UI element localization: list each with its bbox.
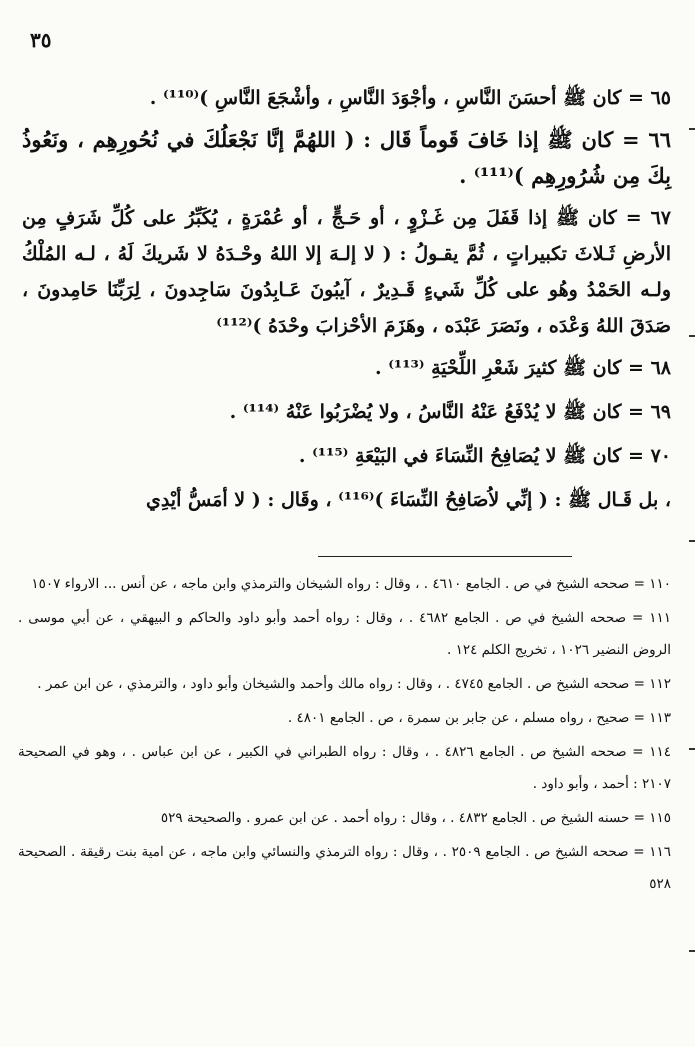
hadith-item-67: ٦٧ = كان ﷺ إذا قَفَلَ مِن غَـزْوٍ ، أو حَـجٍّ ، أو عُمْرَةٍ ، يُكَبِّرُ على كُلِّ شَرَفٍ مِن الأرضِ ثَـلاثَ تكبيراتٍ ، ثُمَّ يقـولُ : ( لا إلـهَ إلا اللهُ وحْـدَهُ لا شَريكَ لَهُ ، لـه المُلْكُ ولـه الحَمْدُ وهُو على كُلِّ شَيءٍ قَـدِيرٌ ، آيبُونَ عَـابِدُونَ سَاجِدونَ ، لِرَبِّنَا حَامِدونَ ، صَدَقَ اللهُ وَعْدَه ، ونَصَرَ عَبْدَه ، وهَزَمَ الأحْزابَ وحْدَهُ )⁽¹¹²⁾ [22, 207, 671, 337]
footnote-116: ١١٦ = صححه الشيخ ص . الجامع ٢٥٠٩ . ، وقال : رواه الترمذي والنسائي وابن ماجه ، عن امية بنت رقيقة . الصحيحة ٥٢٨ [18, 844, 671, 892]
hadith-item-69: ٦٩ = كان ﷺ لا يُدْفَعُ عَنْهُ النَّاسُ ، ولا يُضْرَبُوا عَنْهُ ⁽¹¹⁴⁾ . [229, 401, 671, 423]
hadith-item-65: ٦٥ = كان ﷺ أحسَنَ النَّاسِ ، وأجْوَدَ النَّاسِ ، وأشْجَعَ النَّاسِ )⁽¹¹⁰⁾ . [149, 87, 671, 109]
scan-edge-mark [689, 950, 695, 952]
scan-edge-mark [689, 335, 695, 337]
page-number: ٣٥ [30, 28, 52, 52]
footnote-113: ١١٣ = صحيح ، رواه مسلم ، عن جابر بن سمرة ، ص . الجامع ٤٨٠١ . [287, 710, 671, 726]
footnote-111: ١١١ = صححه الشيخ في ص . الجامع ٤٦٨٢ . ، وقال : رواه أحمد وأبو داود والحاكم و البيهقي ، عن أبي موسى . الروض النضير ١٠٢٦ ، تخريج الكلم ١٢٤ . [18, 610, 671, 658]
footnote-110: ١١٠ = صححه الشيخ في ص . الجامع ٤٦١٠ . ، وقال : رواه الشيخان والترمذي وابن ماجه ، عن أنس ... الارواء ١٥٠٧ [31, 576, 671, 592]
scan-edge-mark [689, 128, 695, 130]
footnote-112: ١١٢ = صححه الشيخ ص . الجامع ٤٧٤٥ . ، وقال : رواه مالك وأحمد والشيخان وأبو داود ، والترمذي ، عن ابن عمر . [37, 676, 671, 692]
scan-edge-mark [689, 540, 695, 542]
scan-edge-mark [689, 748, 695, 750]
continuation-line: ، بل قَـال ﷺ : ( إنِّي لاُصَافِحُ النِّسَاءَ )⁽¹¹⁶⁾ ، وقَال : ( لا أمَسُّ أيْدِي [145, 489, 671, 511]
hadith-item-68: ٦٨ = كان ﷺ كثيرَ شَعْرِ اللِّحْيَةِ ⁽¹¹³⁾ . [374, 357, 671, 379]
footnote-115: ١١٥ = حسنه الشيخ ص . الجامع ٤٨٣٢ . ، وقال : رواه أحمد . عن ابن عمرو . والصحيحة ٥٢٩ [160, 810, 671, 826]
footnote-divider [318, 556, 572, 557]
hadith-item-70: ٧٠ = كان ﷺ لا يُصَافِحُ النِّسَاءَ في البَيْعَةِ ⁽¹¹⁵⁾ . [298, 445, 671, 467]
hadith-item-66: ٦٦ = كان ﷺ إذا خَافَ قَوماً قَال : ( اللهُمَّ إنَّا نَجْعَلُكَ في نُحُورِهِم ، ونَعُوذُ بِكَ مِن شُرُورِهِم )⁽¹¹¹⁾ . [22, 127, 671, 188]
main-text [22, 80, 671, 524]
footnote-114: ١١٤ = صححه الشيخ ص . الجامع ٤٨٢٦ . ، وقال : رواه الطبراني في الكبير ، عن ابن عباس . ، وهو في الصحيحة ٢١٠٧ : أحمد ، وأبو داود . [18, 744, 671, 792]
footnotes [18, 568, 671, 902]
